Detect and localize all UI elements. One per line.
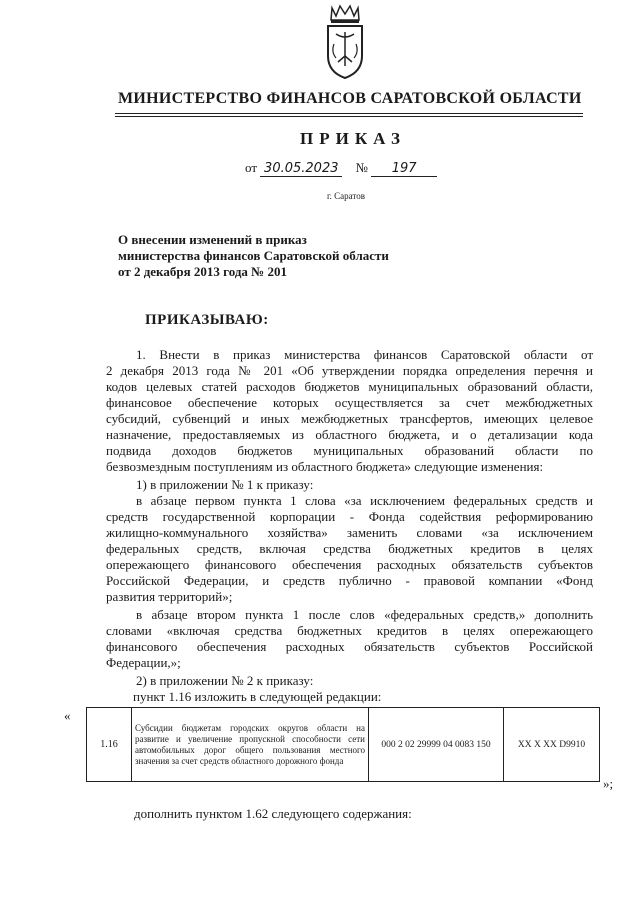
body-line: финансовое обеспечение которых осуществляется за счет межбюджетных: [106, 395, 593, 410]
body-line: жилищно-коммунального хозяйства» заменить словами «за исключением: [106, 525, 593, 540]
order-number: 197: [371, 161, 437, 177]
body-line: опережающего финансового обеспечения расходных обязательств субъектов: [106, 557, 593, 572]
body-line: средств государственной корпорации - Фонда содействия реформированию: [106, 509, 593, 524]
header-rule-thin: [115, 116, 583, 117]
body-line: кодов целевых статей расходов бюджетов муниципальных образований области,: [106, 379, 593, 394]
saratov-coat-of-arms-icon: [322, 4, 368, 80]
number-label: №: [355, 160, 368, 175]
body-line: 2) в приложении № 2 к приказу:: [136, 673, 314, 688]
body-line: 1. Внести в приказ министерства финансов Саратовской области от: [136, 347, 593, 362]
body-line: 1) в приложении № 1 к приказу:: [136, 477, 314, 492]
item-number-cell: 1.16: [87, 708, 132, 782]
body-line: в абзаце втором пункта 1 после слов «федеральных средств,» дополнить: [136, 607, 593, 622]
target-code-cell: XX X XX D9910: [504, 708, 600, 782]
document-subject: [118, 232, 389, 280]
continuation-line: дополнить пунктом 1.62 следующего содержания:: [134, 806, 412, 821]
body-line: в абзаце первом пункта 1 слова «за исключением федеральных средств и: [136, 493, 593, 508]
body-line: Российской Федерации, и средств публично - правовой компании «Фонд: [106, 573, 593, 588]
subject-line: О внесении изменений в приказ: [118, 232, 307, 247]
body-line: пункт 1.16 изложить в следующей редакции:: [133, 689, 382, 704]
decree-heading: ПРИКАЗЫВАЮ:: [145, 312, 269, 328]
body-line: словами «включая средства бюджетных кредитов в целях опережающего: [106, 623, 593, 638]
city-label: г. Саратов: [327, 191, 365, 201]
body-line: назначение, предоставляемых из областного бюджета, и о детализации кода: [106, 427, 593, 442]
body-line: безвозмездным поступлениям из областного бюджета» следующие изменения:: [106, 459, 544, 474]
income-code-cell: 000 2 02 29999 04 0083 150: [369, 708, 504, 782]
order-date: 30.05.2023: [260, 161, 342, 177]
subject-line: министерства финансов Саратовской области: [118, 248, 389, 263]
budget-code-table: [86, 707, 600, 782]
item-description-cell: Субсидии бюджетам городских округов области на развитие и увеличение пропускной способности сети автомобильных дорог общего пользования местного значения за счет средств областного дорожного фонда: [132, 708, 369, 782]
body-line: развития территорий»;: [106, 589, 233, 604]
body-line: Федерации,»;: [106, 655, 181, 670]
document-type-title: ПРИКАЗ: [300, 129, 406, 148]
body-line: 2 декабря 2013 года № 201 «Об утверждении порядка определения перечня и: [106, 363, 593, 378]
order-date-number: [245, 160, 437, 177]
close-quote: »;: [603, 776, 614, 791]
open-quote: «: [64, 708, 71, 723]
body-line: подвида доходов бюджетов муниципальных образований области по: [106, 443, 593, 458]
body-line: субсидий, субвенций и иных межбюджетных трансфертов, имеющих целевое: [106, 411, 593, 426]
date-prefix: от: [245, 160, 258, 175]
body-line: федеральных средств, включая средства бюджетных кредитов в целях: [106, 541, 593, 556]
body-line: финансового обеспечения расходных обязательств субъектов Российской: [106, 639, 593, 654]
header-rule: [115, 113, 583, 114]
ministry-name: МИНИСТЕРСТВО ФИНАНСОВ САРАТОВСКОЙ ОБЛАСТИ: [118, 90, 582, 107]
table-row: [87, 708, 600, 782]
subject-line: от 2 декабря 2013 года № 201: [118, 264, 287, 279]
